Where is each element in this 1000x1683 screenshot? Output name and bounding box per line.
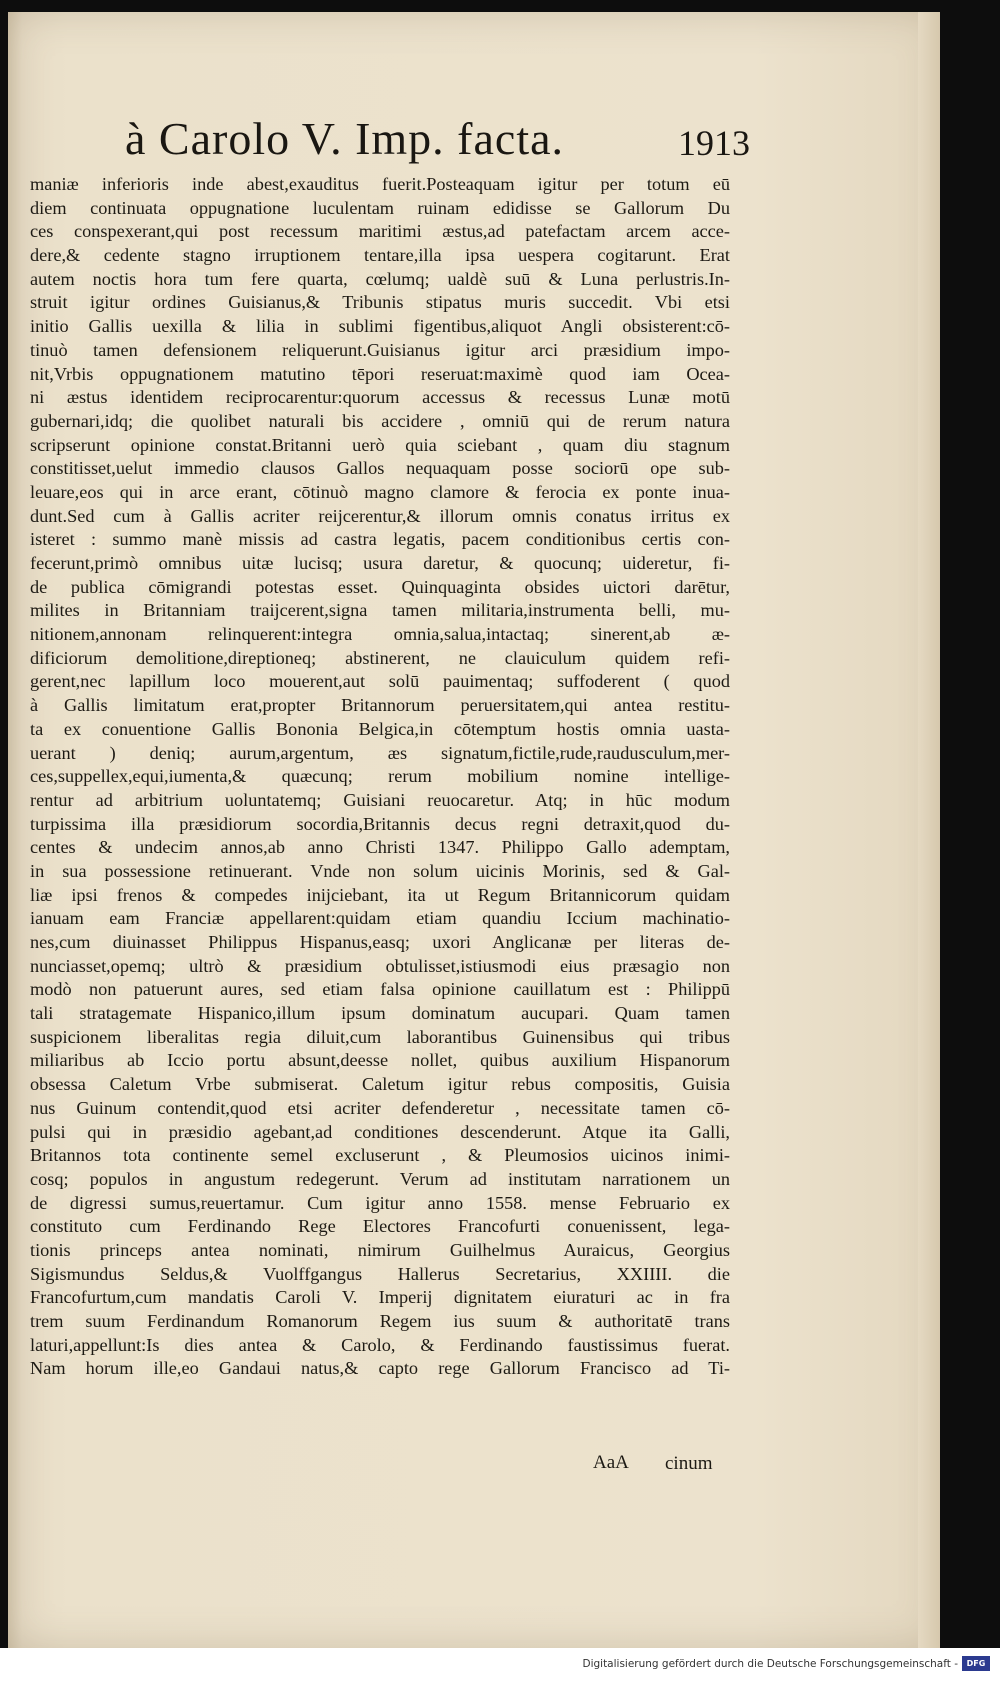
text-line: ta ex conuentione Gallis Bononia Belgica,in cōtemptum hostis omnia uasta- [30, 718, 730, 739]
text-line: suspicionem liberalitas regia diluit,cum laborantibus Guinensibus qui tribus [30, 1026, 730, 1047]
page-edge [918, 12, 940, 1648]
text-line: dere,& cedente stagno irruptionem tentare,illa ipsa uespera cogitarunt. Erat [30, 245, 730, 266]
text-line: cosq; populos in angustum redegerunt. Verum ad institutam narrationem un [30, 1168, 730, 1189]
page-number: 1913 [678, 123, 750, 163]
text-line: scripserunt opinione constat.Britanni uerò quia sciebant , quam diu stagnum [30, 434, 730, 455]
text-line: leuare,eos qui in arce erant, cōtinuò magno clamore & ferocia ex ponte inua- [30, 481, 730, 502]
text-line: milites in Britanniam traijcerent,signa tamen militaria,instrumenta belli, mu- [30, 600, 730, 621]
text-line: centes & undecim annos,ab anno Christi 1347. Philippo Gallo ademptam, [30, 837, 730, 858]
running-head [125, 112, 805, 172]
text-line: miliaribus ab Iccio portu absunt,deesse nollet, quibus auxilium Hispanorum [30, 1050, 730, 1071]
text-line: isteret : summo manè missis ad castra legatis, pacem conditionibus certis con- [30, 529, 730, 550]
text-line: tinuò tamen defensionem reliquerunt.Guisianus igitur arci præsidium impo- [30, 339, 730, 360]
text-line: uerant ) deniq; aurum,argentum, æs signatum,fictile,rude,raudusculum,mer- [30, 742, 730, 763]
text-line: diem continuata oppugnatione luculentam ruinam edidisse se Gallorum Du [30, 197, 730, 218]
text-line: Nam horum ille,eo Gandaui natus,& capto rege Gallorum Francisco ad Ti- [30, 1358, 730, 1379]
text-line: autem noctis hora tum fere quarta, cœlumq; ualdè suū & Luna perlustris.In- [30, 268, 730, 289]
text-line: tionis princeps antea nominati, nimirum Guilhelmus Auraicus, Georgius [30, 1239, 730, 1260]
text-line: Francofurtum,cum mandatis Caroli V. Imperij dignitatem eiuraturi ac in fra [30, 1287, 730, 1308]
text-line: dunt.Sed cum à Gallis acriter reijcerentur,& illorum omnis conatus irritus ex [30, 505, 730, 526]
text-line: gerent,nec lapillum loco mouerent,aut solū pauimentaq; suffoderent ( quod [30, 671, 730, 692]
running-title: à Carolo V. Imp. facta. [125, 113, 565, 164]
text-line: nitionem,annonam relinquerent:integra omnia,salua,intactaq; sinerent,ab æ- [30, 624, 730, 645]
text-line: ces conspexerant,qui post recessum maritimi æstus,ad patefactam arcem acce- [30, 221, 730, 242]
text-line: Sigismundus Seldus,& Vuolffgangus Hallerus Secretarius, XXIIII. die [30, 1263, 730, 1284]
book-page [8, 12, 940, 1648]
text-line: Britannos tota continente semel excluserunt , & Pleumosios uicinos inimi- [30, 1145, 730, 1166]
text-line: initio Gallis uexilla & lilia in sublimi figentibus,aliquot Angli obsisterent:cō- [30, 316, 730, 337]
text-line: liæ ipsi frenos & compedes inijciebant, ita ut Regum Britannicorum quidam [30, 884, 730, 905]
catchword: cinum [665, 1453, 713, 1474]
text-line: rentur ad arbitrium uoluntatemq; Guisiani reuocaretur. Atq; in hūc modum [30, 789, 730, 810]
text-line: modò non patuerunt aures, sed etiam falsa opinione cauillatum est : Philippū [30, 979, 730, 1000]
text-line: obsessa Caletum Vrbe submiserat. Caletum igitur rebus compositis, Guisia [30, 1074, 730, 1095]
catchwords [593, 1452, 734, 1478]
text-line: in sua possessione retinuerant. Vnde non solum uicinis Morinis, sed & Gal- [30, 860, 730, 881]
text-line: laturi,appellunt:Is dies antea & Carolo, & Ferdinando faustissimus fuerat. [30, 1334, 730, 1355]
dfg-logo-icon: DFG [962, 1656, 990, 1671]
text-line: fecerunt,primò omnibus uitæ lucisq; usura daretur, & quocunq; uideretur, fi- [30, 553, 730, 573]
text-line: struit igitur ordines Guisianus,& Tribunis stipatus muris succedit. Vbi etsi [30, 292, 730, 313]
text-line: ianuam eam Franciæ appellarent:quidam etiam quandiu Iccium machinatio- [30, 908, 730, 929]
text-line: à Gallis limitatum erat,propter Britannorum peruersitatem,qui antea restitu- [30, 695, 730, 716]
text-line: ces,suppellex,equi,iumenta,& quæcunq; rerum mobilium nomine intellige- [30, 766, 730, 787]
text-line: gubernari,idq; die quolibet naturali bis accidere , omniū qui de rerum natura [30, 410, 730, 431]
text-line: maniæ inferioris inde abest,exauditus fuerit.Posteaquam igitur per totum eū [30, 174, 730, 194]
text-line: nunciasset,opemq; ultrò & præsidium obtulisset,istiusmodi eius præsagio non [30, 955, 730, 976]
footer-bar [0, 1648, 1000, 1683]
text-line: turpissima illa præsidiorum socordia,Britannis decus regni detraxit,quod du- [30, 813, 730, 834]
text-line: pulsi qui in præsidio agebant,ad conditiones descenderunt. Atque ita Galli, [30, 1121, 730, 1142]
signature-mark: AaA [593, 1452, 629, 1473]
text-line: nit,Vrbis oppugnationem matutino tēpori reseruat:maximè quod iam Ocea- [30, 363, 730, 384]
text-line: tali stratagemate Hispanico,illum ipsum dominatum aucupari. Quam tamen [30, 1003, 730, 1024]
text-line: dificiorum demolitione,direptioneq; abstinerent, ne clauiculum quidem refi- [30, 647, 730, 668]
text-line: trem suum Ferdinandum Romanorum Regem ius suum & authoritatē trans [30, 1311, 730, 1331]
text-line: nus Guinum contendit,quod etsi acriter defenderetur , necessitate tamen cō- [30, 1097, 730, 1118]
body-text [30, 173, 730, 1381]
text-line: ni æstus identidem reciprocarentur:quorum accessus & recessus Lunæ motū [30, 387, 730, 408]
text-line: nes,cum diuinasset Philippus Hispanus,easq; uxori Anglicanæ per literas de- [30, 932, 730, 952]
text-line: de digressi sumus,reuertamur. Cum igitur anno 1558. mense Februario ex [30, 1192, 730, 1213]
footer-credit: Digitalisierung gefördert durch die Deutsche Forschungsgemeinschaft - [582, 1658, 958, 1670]
text-line: constituto cum Ferdinando Rege Electores Francofurti conuenissent, lega- [30, 1216, 730, 1237]
text-line: de publica cōmigrandi potestas esset. Quinquaginta obsides uictori darētur, [30, 576, 730, 597]
text-line: constitisset,uelut immedio clausos Gallos nequaquam posse sociorū ope sub- [30, 458, 730, 479]
